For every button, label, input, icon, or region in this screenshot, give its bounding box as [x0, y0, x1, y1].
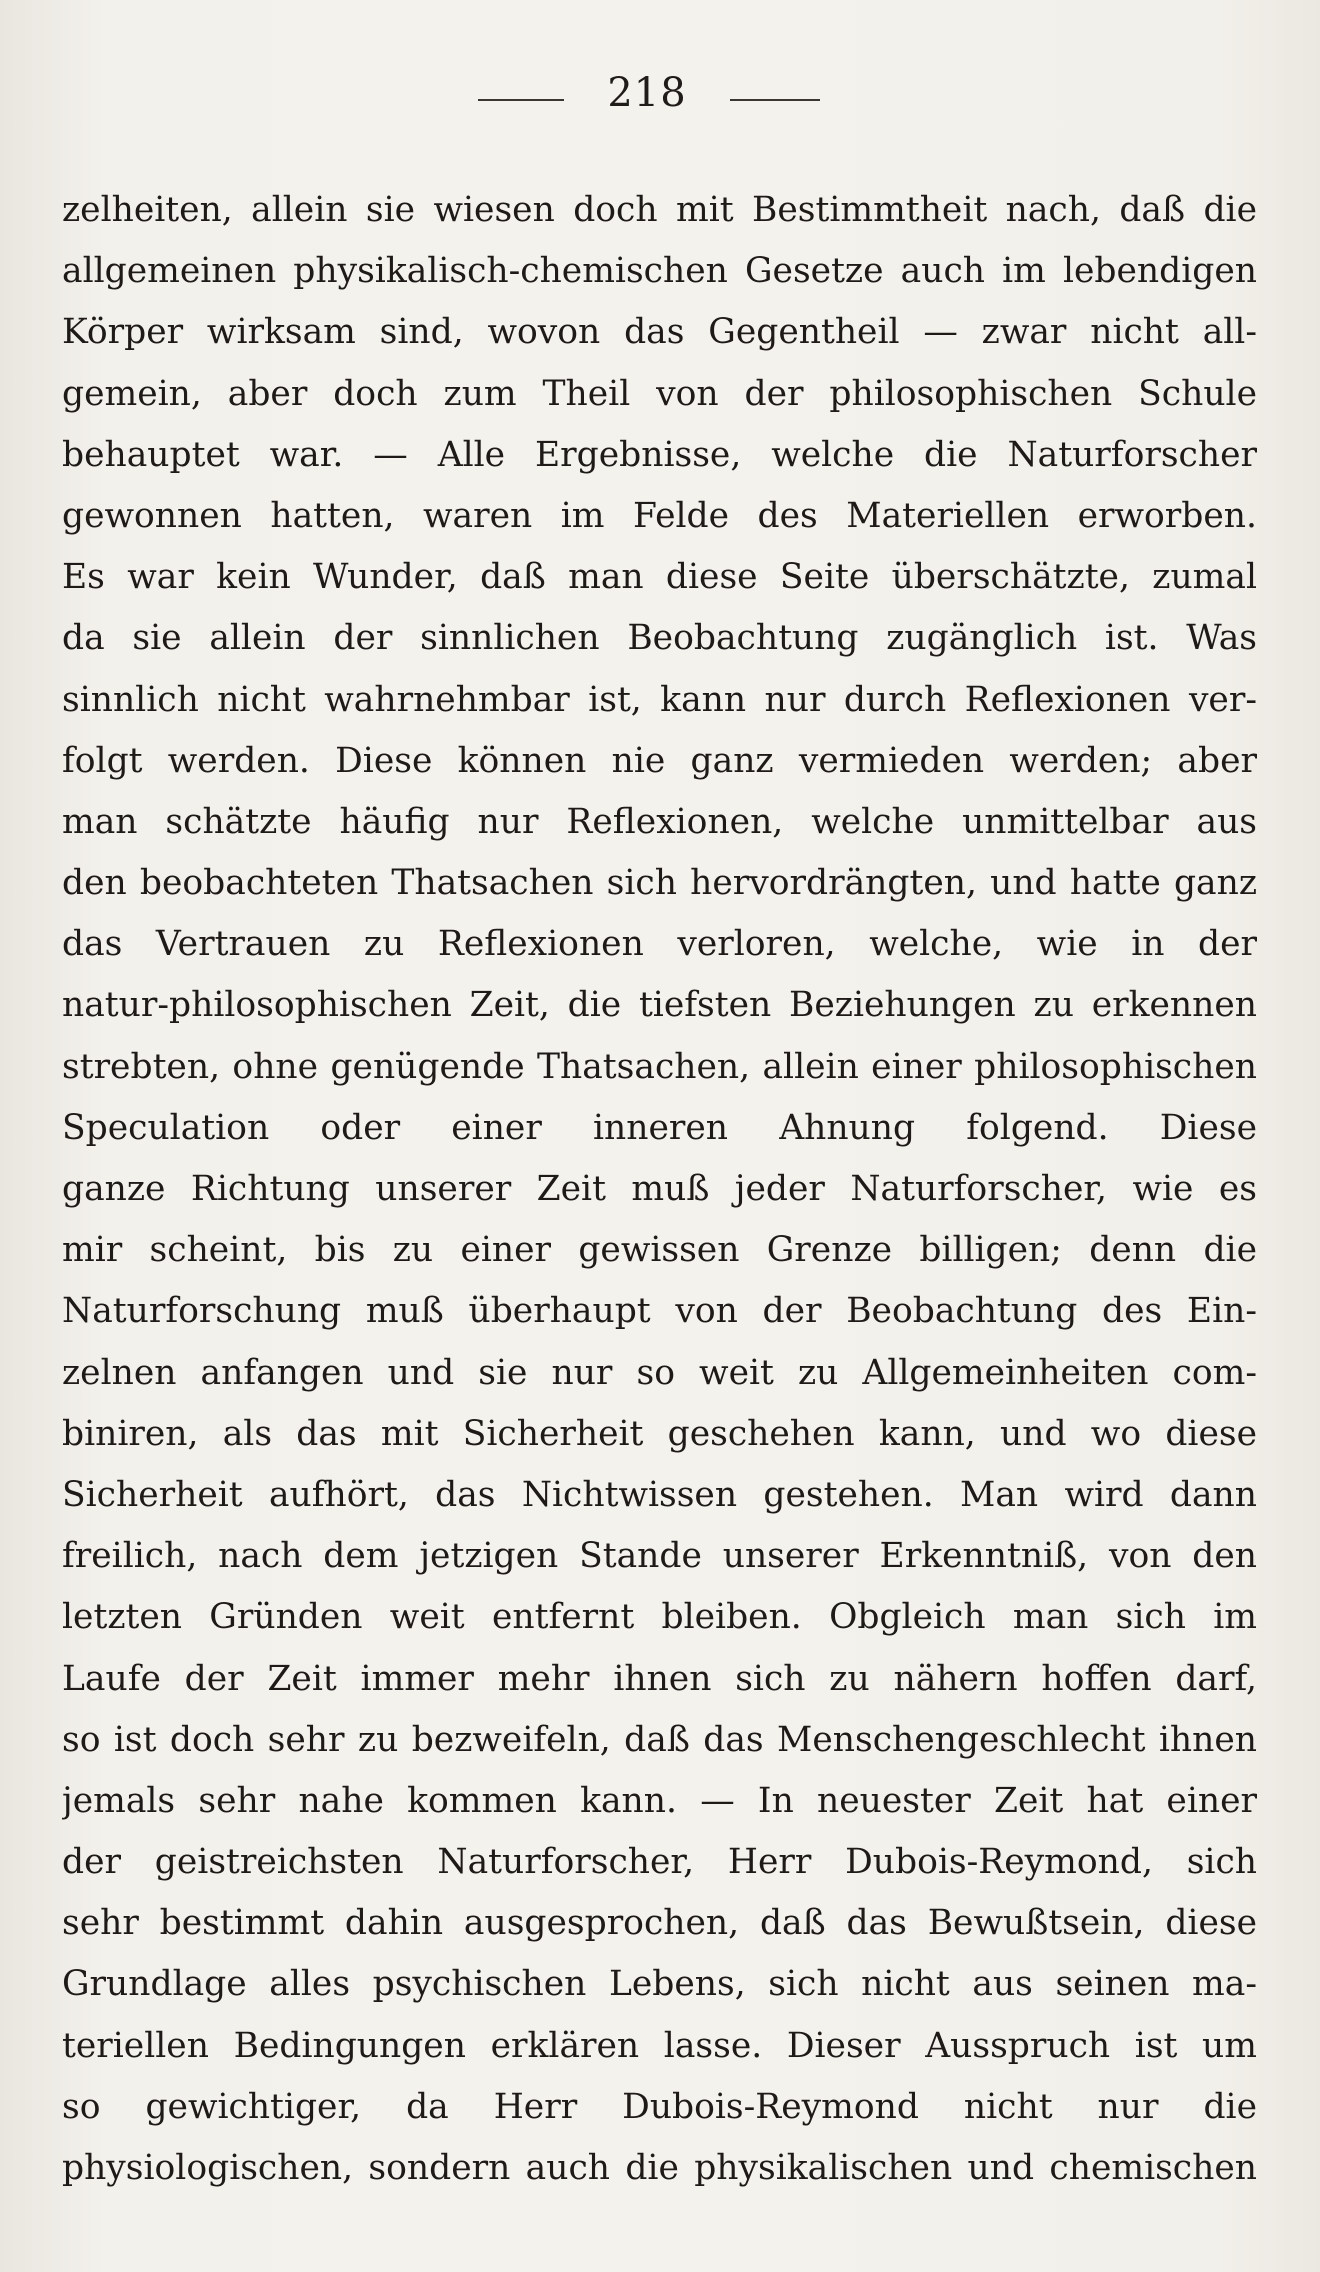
text-line: zelheiten, allein sie wiesen doch mit Bestimmtheit nach, daß die — [62, 190, 1257, 230]
text-line: gemein, aber doch zum Theil von der philosophischen Schule — [62, 373, 1257, 414]
text-line: so gewichtiger, da Herr Dubois-Reymond nicht nur die — [62, 2086, 1257, 2127]
text-line: da sie allein der sinnlichen Beobachtung zugänglich ist. Was — [62, 618, 1257, 659]
text-line: folgt werden. Diese können nie ganz vermieden werden; aber — [62, 740, 1257, 781]
text-line: Sicherheit aufhört, das Nichtwissen gestehen. Man wird dann — [62, 1474, 1257, 1515]
text-line: Laufe der Zeit immer mehr ihnen sich zu nähern hoffen darf, — [62, 1658, 1257, 1699]
page-header — [0, 68, 1320, 128]
text-line: Körper wirksam sind, wovon das Gegentheil — zwar nicht all- — [62, 312, 1257, 353]
text-line: sehr bestimmt dahin ausgesprochen, daß das Bewußtsein, diese — [62, 1903, 1257, 1944]
text-line: so ist doch sehr zu bezweifeln, daß das Menschengeschlecht ihnen — [62, 1719, 1257, 1760]
text-line: strebten, ohne genügende Thatsachen, allein einer philosophischen — [62, 1046, 1257, 1087]
body-text — [62, 180, 1257, 2199]
text-line: gewonnen hatten, waren im Felde des Materiellen erworben. — [62, 495, 1257, 536]
text-line: Naturforschung muß überhaupt von der Beobachtung des Ein- — [62, 1291, 1257, 1332]
text-line: ganze Richtung unserer Zeit muß jeder Naturforscher, wie es — [62, 1169, 1257, 1209]
header-rule-right — [730, 99, 820, 101]
text-line: das Vertrauen zu Reflexionen verloren, welche, wie in der — [62, 924, 1257, 965]
text-line: biniren, als das mit Sicherheit geschehen kann, und wo diese — [62, 1413, 1257, 1454]
text-line: jemals sehr nahe kommen kann. — In neuester Zeit hat einer — [62, 1780, 1257, 1821]
text-line: freilich, nach dem jetzigen Stande unserer Erkenntniß, von den — [62, 1536, 1257, 1577]
text-line: allgemeinen physikalisch-chemischen Gesetze auch im lebendigen — [62, 251, 1257, 292]
text-line: den beobachteten Thatsachen sich hervordrängten, und hatte ganz — [62, 863, 1257, 904]
text-line: letzten Gründen weit entfernt bleiben. Obgleich man sich im — [62, 1597, 1257, 1638]
text-line: sinnlich nicht wahrnehmbar ist, kann nur durch Reflexionen ver- — [62, 679, 1257, 720]
text-line: physiologischen, sondern auch die physikalischen und chemischen — [62, 2148, 1257, 2188]
header-rule-left — [478, 99, 564, 101]
text-line: Grundlage alles psychischen Lebens, sich nicht aus seinen ma- — [62, 1964, 1257, 2005]
text-line: teriellen Bedingungen erklären lasse. Dieser Ausspruch ist um — [62, 2025, 1257, 2066]
text-line: zelnen anfangen und sie nur so weit zu Allgemeinheiten com- — [62, 1352, 1257, 1393]
page-number: 218 — [607, 70, 687, 116]
text-line: natur-philosophischen Zeit, die tiefsten Beziehungen zu erkennen — [62, 985, 1257, 1026]
text-line: man schätzte häufig nur Reflexionen, welche unmittelbar aus — [62, 801, 1257, 842]
text-line: Es war kein Wunder, daß man diese Seite überschätzte, zumal — [62, 557, 1257, 598]
text-line: Speculation oder einer inneren Ahnung folgend. Diese — [62, 1107, 1257, 1148]
text-line: der geistreichsten Naturforscher, Herr Dubois-Reymond, sich — [62, 1842, 1257, 1883]
text-line: behauptet war. — Alle Ergebnisse, welche die Naturforscher — [62, 434, 1257, 475]
text-line: mir scheint, bis zu einer gewissen Grenze billigen; denn die — [62, 1230, 1257, 1271]
